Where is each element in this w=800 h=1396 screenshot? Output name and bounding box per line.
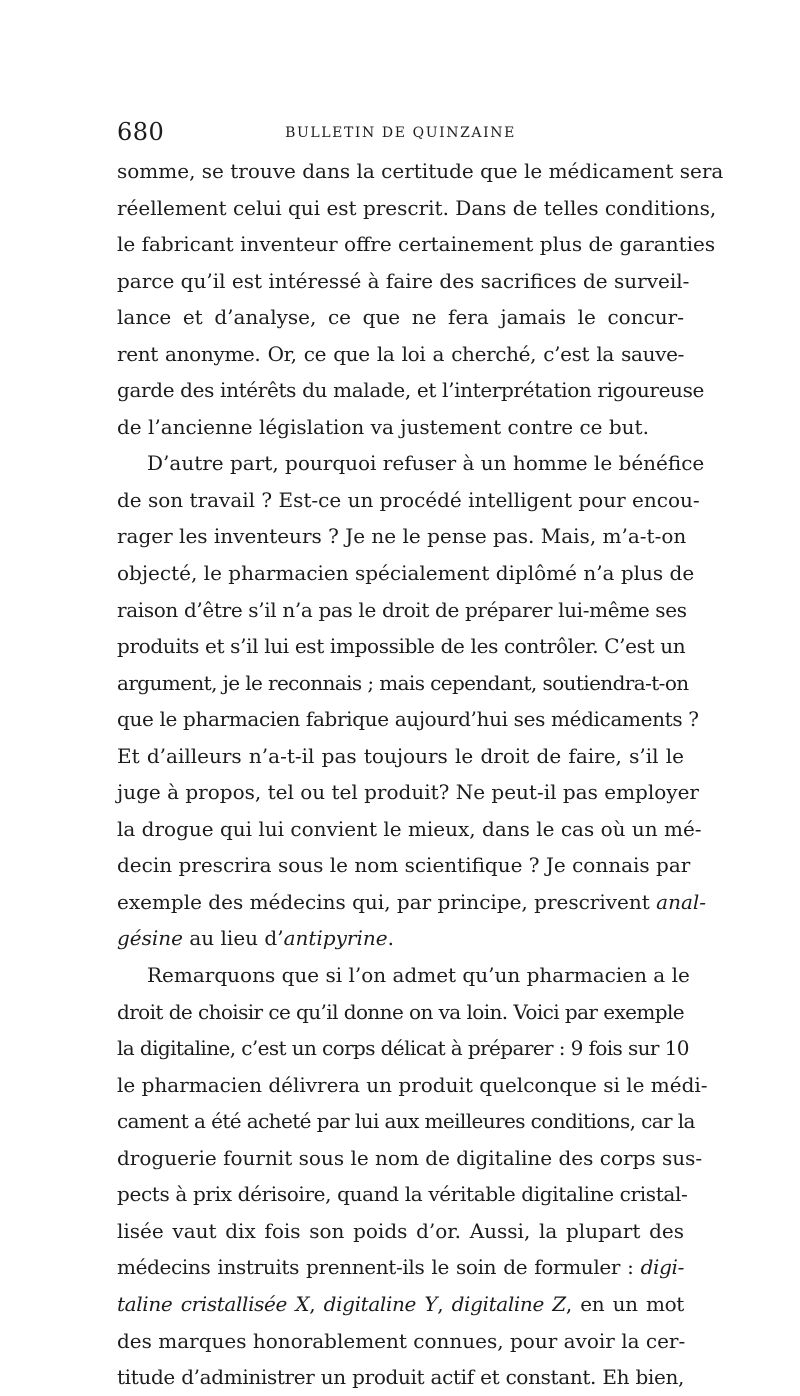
text-line bbox=[117, 1286, 684, 1323]
text-line bbox=[117, 884, 707, 921]
text-line: raison d’être s’il n’a pas le droit de préparer lui-même ses bbox=[117, 597, 687, 622]
text-line bbox=[117, 920, 684, 957]
text-line: le fabricant inventeur offre certainement plus de garanties bbox=[117, 232, 716, 257]
text-line: des marques honorablement connues, pour avoir la cer- bbox=[117, 1328, 686, 1353]
text-line: droit de choisir ce qu’il donne on va loin. Voici par exemple bbox=[117, 999, 684, 1024]
text-line: pects à prix dérisoire, quand la véritable digitaline cristal- bbox=[117, 1182, 688, 1207]
text-line: decin prescrira sous le nom scientifique ? Je connais par bbox=[117, 853, 691, 878]
text-span: , bbox=[437, 1291, 452, 1316]
text-span: , en un mot bbox=[565, 1291, 684, 1316]
body-text bbox=[117, 153, 724, 1396]
text-line: argument, je le reconnais ; mais cependant, soutiendra-t-on bbox=[117, 670, 689, 695]
text-line: réellement celui qui est prescrit. Dans de telles conditions, bbox=[117, 195, 717, 220]
text-line: la drogue qui lui convient le mieux, dans le cas où un mé- bbox=[117, 816, 702, 841]
italic-text: digitaline Z bbox=[451, 1291, 566, 1316]
text-line: de son travail ? Est-ce un procédé intelligent pour encou- bbox=[117, 487, 700, 512]
text-line: somme, se trouve dans la certitude que le médicament sera bbox=[117, 159, 724, 183]
text-line: Et d’ailleurs n’a-t-il pas toujours le droit de faire, s’il le bbox=[117, 743, 684, 768]
text-line: rager les inventeurs ? Je ne le pense pas. Mais, m’a-t-on bbox=[117, 524, 687, 549]
italic-text: gésine bbox=[117, 926, 184, 951]
text-line: que le pharmacien fabrique aujourd’hui ses médicaments ? bbox=[117, 707, 699, 732]
text-line: de l’ancienne législation va justement contre ce but. bbox=[117, 414, 649, 439]
text-line: la digitaline, c’est un corps délicat à préparer : 9 fois sur 10 bbox=[117, 1036, 689, 1061]
text-line: titude d’administrer un produit actif et constant. Eh bien, bbox=[117, 1365, 684, 1390]
page-number: 680 bbox=[117, 118, 165, 146]
text-span: . bbox=[387, 926, 394, 951]
italic-text: taline cristallisée X bbox=[117, 1291, 310, 1316]
paragraph-start-line: D’autre part, pourquoi refuser à un homme le bénéfice bbox=[147, 451, 705, 476]
text-line: cament a été acheté par lui aux meilleures conditions, car la bbox=[117, 1109, 695, 1134]
text-line: garde des intérêts du malade, et l’interprétation rigoureuse bbox=[117, 378, 704, 403]
text-line: produits et s’il lui est impossible de les contrôler. C’est un bbox=[117, 634, 686, 659]
italic-text: anal- bbox=[656, 889, 707, 914]
text-line: juge à propos, tel ou tel produit? Ne peut-il pas employer bbox=[117, 780, 699, 805]
text-span: , bbox=[309, 1291, 324, 1316]
italic-text: digi- bbox=[640, 1255, 684, 1280]
text-span: médecins instruits prennent-ils le soin de formuler : bbox=[117, 1255, 641, 1280]
italic-text: digitaline Y bbox=[323, 1291, 438, 1316]
text-line: parce qu’il est intéressé à faire des sacrifices de surveil- bbox=[117, 268, 690, 293]
text-line: lisée vaut dix fois son poids d’or. Aussi, la plupart des bbox=[117, 1218, 684, 1243]
text-line: objecté, le pharmacien spécialement diplômé n’a plus de bbox=[117, 561, 695, 586]
text-span: au lieu d’ bbox=[183, 926, 284, 951]
text-line: le pharmacien délivrera un produit quelconque si le médi- bbox=[117, 1072, 708, 1097]
text-line: lance et d’analyse, ce que ne fera jamais le concur- bbox=[117, 305, 684, 330]
italic-text: antipyrine bbox=[283, 926, 388, 951]
text-span: exemple des médecins qui, par principe, prescrivent bbox=[117, 889, 657, 914]
page-header bbox=[117, 118, 684, 146]
running-title: BULLETIN DE QUINZAINE bbox=[285, 125, 516, 141]
text-line: droguerie fournit sous le nom de digitaline des corps sus- bbox=[117, 1145, 703, 1170]
text-line: rent anonyme. Or, ce que la loi a cherché, c’est la sauve- bbox=[117, 341, 684, 366]
paragraph-start-line: Remarquons que si l’on admet qu’un pharmacien a le bbox=[147, 963, 690, 988]
text-line bbox=[117, 1249, 684, 1286]
